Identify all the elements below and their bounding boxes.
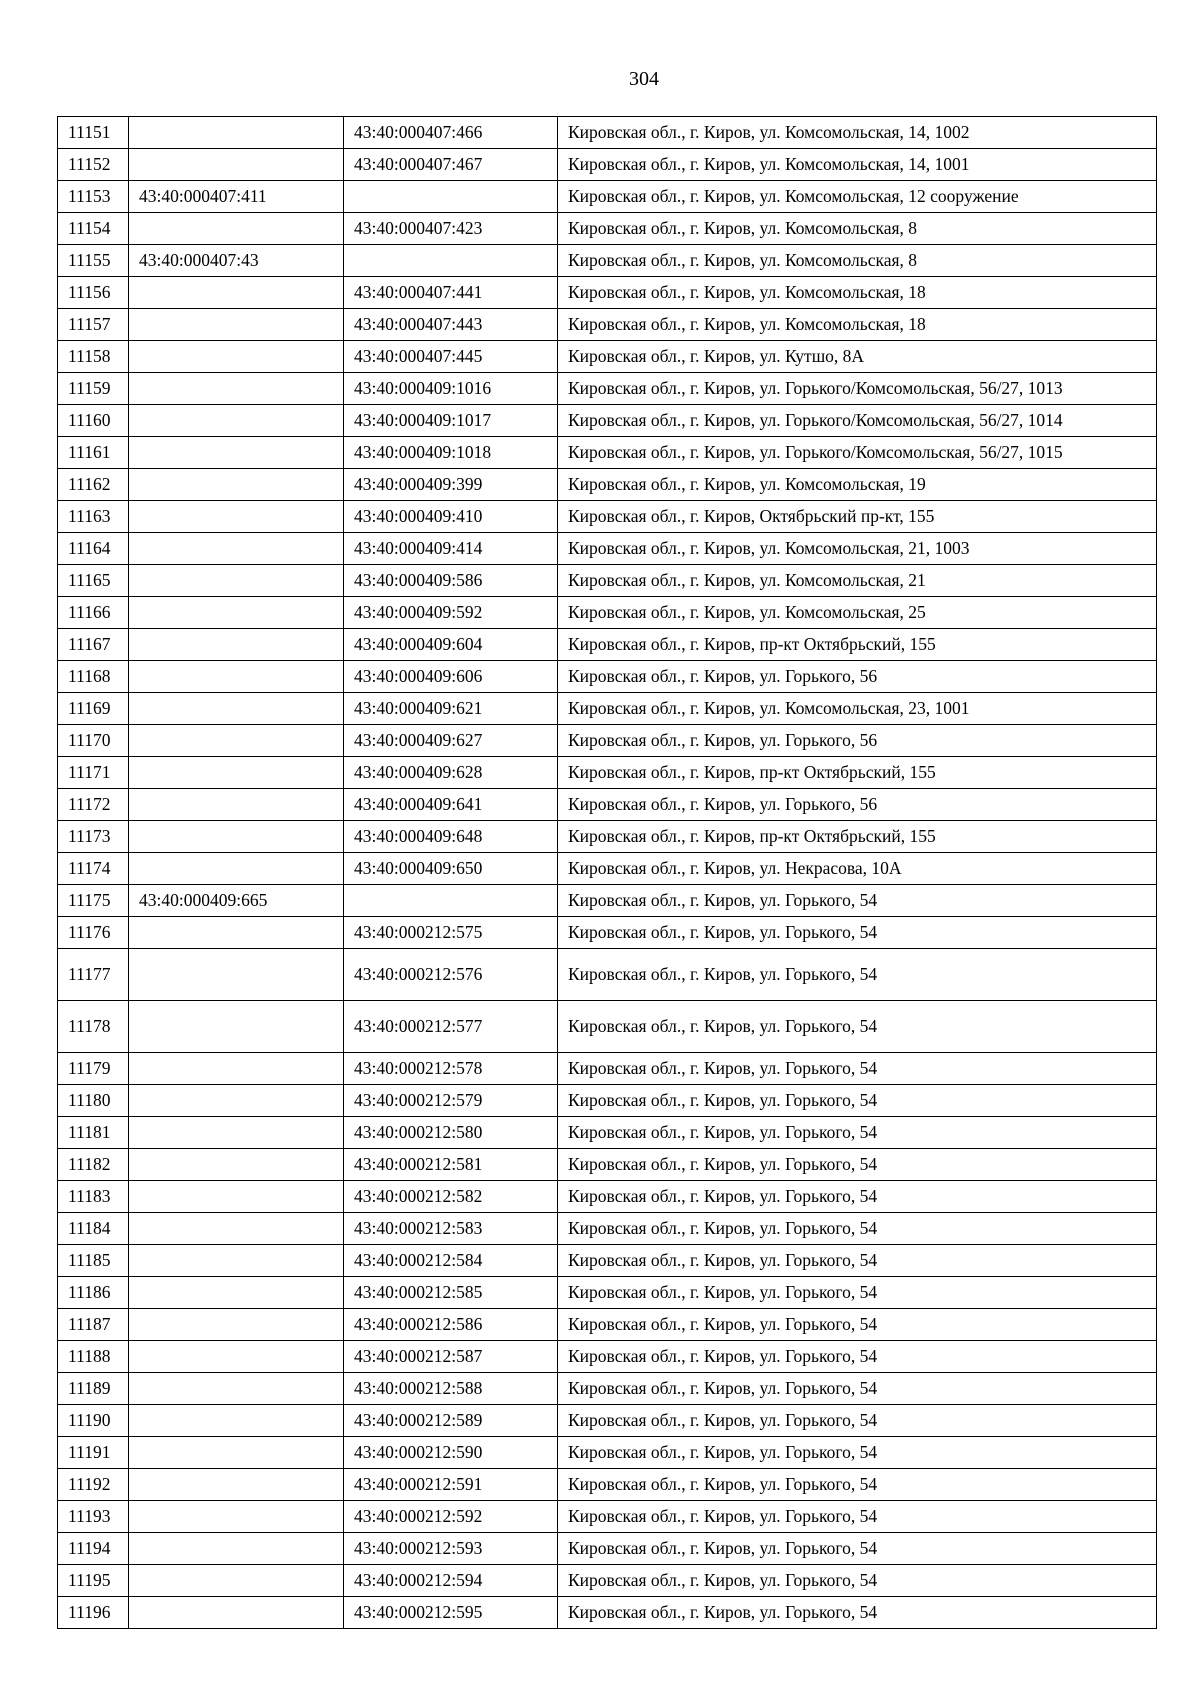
row-number-cell: 11186 (58, 1277, 129, 1309)
object-cadastral-number-cell: 43:40:000212:595 (344, 1597, 558, 1629)
address-cell: Кировская обл., г. Киров, ул. Комсомольская, 14, 1001 (558, 149, 1157, 181)
address-cell: Кировская обл., г. Киров, ул. Горького, 54 (558, 1213, 1157, 1245)
parcel-cadastral-number-cell (129, 1501, 344, 1533)
object-cadastral-number-cell: 43:40:000409:586 (344, 565, 558, 597)
object-cadastral-number-cell: 43:40:000212:590 (344, 1437, 558, 1469)
object-cadastral-number-cell: 43:40:000409:606 (344, 661, 558, 693)
table-row (58, 405, 1157, 437)
object-cadastral-number-cell: 43:40:000409:650 (344, 853, 558, 885)
object-cadastral-number-cell: 43:40:000409:628 (344, 757, 558, 789)
object-cadastral-number-cell: 43:40:000212:593 (344, 1533, 558, 1565)
table-row (58, 1373, 1157, 1405)
parcel-cadastral-number-cell: 43:40:000407:411 (129, 181, 344, 213)
object-cadastral-number-cell: 43:40:000212:584 (344, 1245, 558, 1277)
parcel-cadastral-number-cell (129, 309, 344, 341)
address-cell: Кировская обл., г. Киров, ул. Комсомольская, 14, 1002 (558, 117, 1157, 149)
parcel-cadastral-number-cell: 43:40:000407:43 (129, 245, 344, 277)
table-row (58, 661, 1157, 693)
address-cell: Кировская обл., г. Киров, ул. Горького, 54 (558, 1341, 1157, 1373)
table-row (58, 1053, 1157, 1085)
row-number-cell: 11195 (58, 1565, 129, 1597)
address-cell: Кировская обл., г. Киров, ул. Горького, 54 (558, 1309, 1157, 1341)
parcel-cadastral-number-cell (129, 1469, 344, 1501)
address-cell: Кировская обл., г. Киров, ул. Комсомольская, 19 (558, 469, 1157, 501)
registry-table (57, 116, 1157, 1629)
object-cadastral-number-cell: 43:40:000407:443 (344, 309, 558, 341)
object-cadastral-number-cell: 43:40:000409:1016 (344, 373, 558, 405)
address-cell: Кировская обл., г. Киров, ул. Комсомольская, 21, 1003 (558, 533, 1157, 565)
object-cadastral-number-cell: 43:40:000407:467 (344, 149, 558, 181)
object-cadastral-number-cell: 43:40:000212:589 (344, 1405, 558, 1437)
address-cell: Кировская обл., г. Киров, ул. Горького, 54 (558, 1501, 1157, 1533)
row-number-cell: 11173 (58, 821, 129, 853)
object-cadastral-number-cell: 43:40:000407:445 (344, 341, 558, 373)
parcel-cadastral-number-cell (129, 949, 344, 1001)
address-cell: Кировская обл., г. Киров, ул. Комсомольская, 12 сооружение (558, 181, 1157, 213)
address-cell: Кировская обл., г. Киров, ул. Горького, 54 (558, 1469, 1157, 1501)
row-number-cell: 11177 (58, 949, 129, 1001)
table-row (58, 373, 1157, 405)
address-cell: Кировская обл., г. Киров, ул. Горького, 54 (558, 1001, 1157, 1053)
row-number-cell: 11192 (58, 1469, 129, 1501)
table-row (58, 757, 1157, 789)
table-row (58, 565, 1157, 597)
parcel-cadastral-number-cell (129, 1341, 344, 1373)
table-row (58, 117, 1157, 149)
address-cell: Кировская обл., г. Киров, ул. Комсомольская, 21 (558, 565, 1157, 597)
row-number-cell: 11160 (58, 405, 129, 437)
address-cell: Кировская обл., г. Киров, ул. Горького, 54 (558, 1117, 1157, 1149)
row-number-cell: 11183 (58, 1181, 129, 1213)
row-number-cell: 11159 (58, 373, 129, 405)
object-cadastral-number-cell: 43:40:000212:581 (344, 1149, 558, 1181)
parcel-cadastral-number-cell (129, 1149, 344, 1181)
table-row (58, 917, 1157, 949)
parcel-cadastral-number-cell (129, 661, 344, 693)
parcel-cadastral-number-cell (129, 757, 344, 789)
address-cell: Кировская обл., г. Киров, ул. Горького, 54 (558, 1085, 1157, 1117)
row-number-cell: 11182 (58, 1149, 129, 1181)
table-row (58, 501, 1157, 533)
row-number-cell: 11156 (58, 277, 129, 309)
parcel-cadastral-number-cell (129, 1277, 344, 1309)
row-number-cell: 11155 (58, 245, 129, 277)
object-cadastral-number-cell: 43:40:000212:579 (344, 1085, 558, 1117)
parcel-cadastral-number-cell (129, 1405, 344, 1437)
parcel-cadastral-number-cell (129, 853, 344, 885)
parcel-cadastral-number-cell (129, 149, 344, 181)
parcel-cadastral-number-cell (129, 1373, 344, 1405)
row-number-cell: 11174 (58, 853, 129, 885)
table-row (58, 597, 1157, 629)
object-cadastral-number-cell: 43:40:000212:588 (344, 1373, 558, 1405)
table-row (58, 341, 1157, 373)
address-cell: Кировская обл., г. Киров, пр-кт Октябрьский, 155 (558, 757, 1157, 789)
parcel-cadastral-number-cell (129, 405, 344, 437)
object-cadastral-number-cell: 43:40:000409:1018 (344, 437, 558, 469)
row-number-cell: 11191 (58, 1437, 129, 1469)
object-cadastral-number-cell: 43:40:000212:586 (344, 1309, 558, 1341)
object-cadastral-number-cell: 43:40:000212:577 (344, 1001, 558, 1053)
address-cell: Кировская обл., г. Киров, ул. Горького, 54 (558, 949, 1157, 1001)
address-cell: Кировская обл., г. Киров, ул. Комсомольская, 8 (558, 213, 1157, 245)
table-row (58, 949, 1157, 1001)
address-cell: Кировская обл., г. Киров, ул. Горького, 54 (558, 1149, 1157, 1181)
object-cadastral-number-cell: 43:40:000212:578 (344, 1053, 558, 1085)
row-number-cell: 11152 (58, 149, 129, 181)
registry-table-body (58, 117, 1157, 1629)
address-cell: Кировская обл., г. Киров, ул. Горького, 54 (558, 1533, 1157, 1565)
object-cadastral-number-cell: 43:40:000409:604 (344, 629, 558, 661)
table-row (58, 1149, 1157, 1181)
table-row (58, 1309, 1157, 1341)
table-row (58, 693, 1157, 725)
address-cell: Кировская обл., г. Киров, ул. Горького, 56 (558, 789, 1157, 821)
address-cell: Кировская обл., г. Киров, ул. Горького, 54 (558, 1405, 1157, 1437)
address-cell: Кировская обл., г. Киров, ул. Горького, 56 (558, 725, 1157, 757)
address-cell: Кировская обл., г. Киров, пр-кт Октябрьский, 155 (558, 821, 1157, 853)
table-row (58, 1533, 1157, 1565)
row-number-cell: 11176 (58, 917, 129, 949)
parcel-cadastral-number-cell (129, 629, 344, 661)
table-row (58, 309, 1157, 341)
address-cell: Кировская обл., г. Киров, ул. Горького, 54 (558, 1277, 1157, 1309)
address-cell: Кировская обл., г. Киров, ул. Комсомольская, 18 (558, 309, 1157, 341)
row-number-cell: 11158 (58, 341, 129, 373)
address-cell: Кировская обл., г. Киров, ул. Комсомольская, 23, 1001 (558, 693, 1157, 725)
parcel-cadastral-number-cell (129, 277, 344, 309)
parcel-cadastral-number-cell (129, 1597, 344, 1629)
row-number-cell: 11172 (58, 789, 129, 821)
address-cell: Кировская обл., г. Киров, ул. Горького, 54 (558, 1245, 1157, 1277)
object-cadastral-number-cell (344, 885, 558, 917)
table-row (58, 437, 1157, 469)
row-number-cell: 11157 (58, 309, 129, 341)
row-number-cell: 11163 (58, 501, 129, 533)
address-cell: Кировская обл., г. Киров, ул. Горького, 54 (558, 1181, 1157, 1213)
row-number-cell: 11193 (58, 1501, 129, 1533)
address-cell: Кировская обл., г. Киров, ул. Горького, 54 (558, 1437, 1157, 1469)
object-cadastral-number-cell: 43:40:000409:627 (344, 725, 558, 757)
address-cell: Кировская обл., г. Киров, ул. Горького, 54 (558, 917, 1157, 949)
address-cell: Кировская обл., г. Киров, ул. Горького/Комсомольская, 56/27, 1014 (558, 405, 1157, 437)
row-number-cell: 11196 (58, 1597, 129, 1629)
table-row (58, 821, 1157, 853)
parcel-cadastral-number-cell (129, 1437, 344, 1469)
row-number-cell: 11178 (58, 1001, 129, 1053)
row-number-cell: 11151 (58, 117, 129, 149)
address-cell: Кировская обл., г. Киров, пр-кт Октябрьский, 155 (558, 629, 1157, 661)
parcel-cadastral-number-cell (129, 1245, 344, 1277)
object-cadastral-number-cell (344, 245, 558, 277)
parcel-cadastral-number-cell: 43:40:000409:665 (129, 885, 344, 917)
address-cell: Кировская обл., г. Киров, ул. Горького, 54 (558, 1565, 1157, 1597)
table-row (58, 1437, 1157, 1469)
row-number-cell: 11154 (58, 213, 129, 245)
row-number-cell: 11180 (58, 1085, 129, 1117)
table-row (58, 1277, 1157, 1309)
table-row (58, 725, 1157, 757)
table-row (58, 1213, 1157, 1245)
table-row (58, 1341, 1157, 1373)
parcel-cadastral-number-cell (129, 501, 344, 533)
parcel-cadastral-number-cell (129, 1565, 344, 1597)
address-cell: Кировская обл., г. Киров, ул. Комсомольская, 8 (558, 245, 1157, 277)
table-row (58, 1181, 1157, 1213)
table-row (58, 1405, 1157, 1437)
row-number-cell: 11175 (58, 885, 129, 917)
object-cadastral-number-cell: 43:40:000212:580 (344, 1117, 558, 1149)
parcel-cadastral-number-cell (129, 789, 344, 821)
object-cadastral-number-cell: 43:40:000212:582 (344, 1181, 558, 1213)
row-number-cell: 11189 (58, 1373, 129, 1405)
parcel-cadastral-number-cell (129, 437, 344, 469)
row-number-cell: 11165 (58, 565, 129, 597)
table-row (58, 1001, 1157, 1053)
object-cadastral-number-cell: 43:40:000409:414 (344, 533, 558, 565)
row-number-cell: 11194 (58, 1533, 129, 1565)
table-row (58, 1501, 1157, 1533)
address-cell: Кировская обл., г. Киров, ул. Горького, 54 (558, 1373, 1157, 1405)
address-cell: Кировская обл., г. Киров, ул. Горького/Комсомольская, 56/27, 1015 (558, 437, 1157, 469)
table-row (58, 1469, 1157, 1501)
table-row (58, 853, 1157, 885)
object-cadastral-number-cell (344, 181, 558, 213)
row-number-cell: 11185 (58, 1245, 129, 1277)
table-row (58, 533, 1157, 565)
parcel-cadastral-number-cell (129, 1309, 344, 1341)
address-cell: Кировская обл., г. Киров, Октябрьский пр-кт, 155 (558, 501, 1157, 533)
address-cell: Кировская обл., г. Киров, ул. Горького, 54 (558, 1053, 1157, 1085)
address-cell: Кировская обл., г. Киров, ул. Горького, 56 (558, 661, 1157, 693)
parcel-cadastral-number-cell (129, 565, 344, 597)
row-number-cell: 11164 (58, 533, 129, 565)
object-cadastral-number-cell: 43:40:000409:648 (344, 821, 558, 853)
address-cell: Кировская обл., г. Киров, ул. Некрасова, 10А (558, 853, 1157, 885)
object-cadastral-number-cell: 43:40:000212:576 (344, 949, 558, 1001)
object-cadastral-number-cell: 43:40:000409:592 (344, 597, 558, 629)
parcel-cadastral-number-cell (129, 1085, 344, 1117)
parcel-cadastral-number-cell (129, 725, 344, 757)
object-cadastral-number-cell: 43:40:000212:575 (344, 917, 558, 949)
object-cadastral-number-cell: 43:40:000212:594 (344, 1565, 558, 1597)
parcel-cadastral-number-cell (129, 1001, 344, 1053)
parcel-cadastral-number-cell (129, 213, 344, 245)
parcel-cadastral-number-cell (129, 917, 344, 949)
parcel-cadastral-number-cell (129, 1533, 344, 1565)
object-cadastral-number-cell: 43:40:000212:585 (344, 1277, 558, 1309)
parcel-cadastral-number-cell (129, 373, 344, 405)
object-cadastral-number-cell: 43:40:000212:592 (344, 1501, 558, 1533)
table-row (58, 1597, 1157, 1629)
row-number-cell: 11166 (58, 597, 129, 629)
table-row (58, 277, 1157, 309)
object-cadastral-number-cell: 43:40:000407:466 (344, 117, 558, 149)
parcel-cadastral-number-cell (129, 1117, 344, 1149)
parcel-cadastral-number-cell (129, 117, 344, 149)
table-row (58, 149, 1157, 181)
row-number-cell: 11153 (58, 181, 129, 213)
table-row (58, 1245, 1157, 1277)
address-cell: Кировская обл., г. Киров, ул. Кутшо, 8А (558, 341, 1157, 373)
parcel-cadastral-number-cell (129, 693, 344, 725)
row-number-cell: 11162 (58, 469, 129, 501)
object-cadastral-number-cell: 43:40:000409:641 (344, 789, 558, 821)
parcel-cadastral-number-cell (129, 1053, 344, 1085)
table-row (58, 1085, 1157, 1117)
table-row (58, 181, 1157, 213)
object-cadastral-number-cell: 43:40:000407:423 (344, 213, 558, 245)
row-number-cell: 11184 (58, 1213, 129, 1245)
table-row (58, 629, 1157, 661)
row-number-cell: 11168 (58, 661, 129, 693)
object-cadastral-number-cell: 43:40:000407:441 (344, 277, 558, 309)
parcel-cadastral-number-cell (129, 533, 344, 565)
parcel-cadastral-number-cell (129, 1181, 344, 1213)
table-row (58, 213, 1157, 245)
object-cadastral-number-cell: 43:40:000409:399 (344, 469, 558, 501)
table-row (58, 1117, 1157, 1149)
table-row (58, 789, 1157, 821)
row-number-cell: 11169 (58, 693, 129, 725)
table-row (58, 245, 1157, 277)
parcel-cadastral-number-cell (129, 1213, 344, 1245)
row-number-cell: 11171 (58, 757, 129, 789)
address-cell: Кировская обл., г. Киров, ул. Горького/Комсомольская, 56/27, 1013 (558, 373, 1157, 405)
object-cadastral-number-cell: 43:40:000409:621 (344, 693, 558, 725)
row-number-cell: 11190 (58, 1405, 129, 1437)
parcel-cadastral-number-cell (129, 597, 344, 629)
table-row (58, 1565, 1157, 1597)
object-cadastral-number-cell: 43:40:000409:1017 (344, 405, 558, 437)
object-cadastral-number-cell: 43:40:000409:410 (344, 501, 558, 533)
row-number-cell: 11181 (58, 1117, 129, 1149)
page-number: 304 (629, 68, 659, 90)
parcel-cadastral-number-cell (129, 821, 344, 853)
table-row (58, 885, 1157, 917)
table-row (58, 469, 1157, 501)
row-number-cell: 11167 (58, 629, 129, 661)
row-number-cell: 11187 (58, 1309, 129, 1341)
address-cell: Кировская обл., г. Киров, ул. Комсомольская, 25 (558, 597, 1157, 629)
parcel-cadastral-number-cell (129, 341, 344, 373)
address-cell: Кировская обл., г. Киров, ул. Комсомольская, 18 (558, 277, 1157, 309)
object-cadastral-number-cell: 43:40:000212:587 (344, 1341, 558, 1373)
row-number-cell: 11161 (58, 437, 129, 469)
row-number-cell: 11188 (58, 1341, 129, 1373)
row-number-cell: 11170 (58, 725, 129, 757)
parcel-cadastral-number-cell (129, 469, 344, 501)
object-cadastral-number-cell: 43:40:000212:583 (344, 1213, 558, 1245)
object-cadastral-number-cell: 43:40:000212:591 (344, 1469, 558, 1501)
row-number-cell: 11179 (58, 1053, 129, 1085)
address-cell: Кировская обл., г. Киров, ул. Горького, 54 (558, 1597, 1157, 1629)
address-cell: Кировская обл., г. Киров, ул. Горького, 54 (558, 885, 1157, 917)
